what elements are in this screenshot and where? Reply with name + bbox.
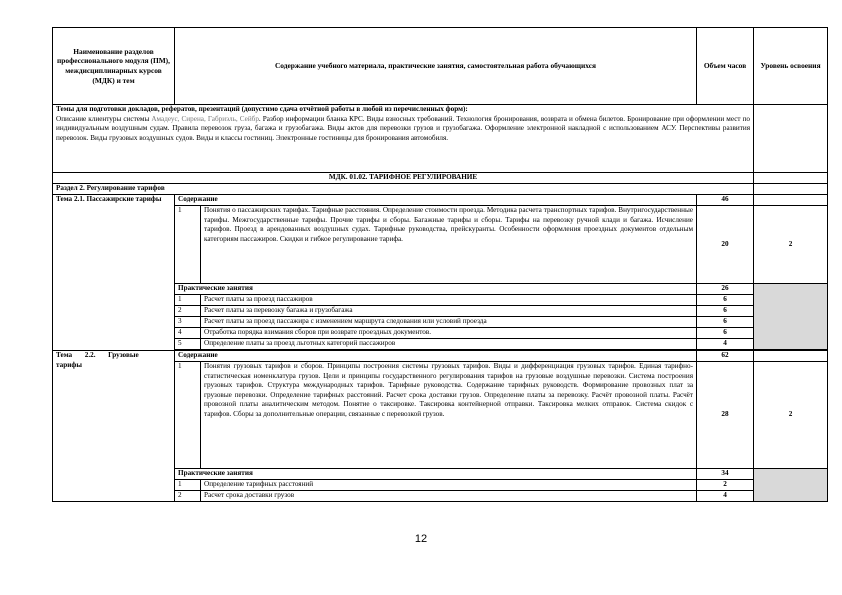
practice-num: 2 [175, 491, 201, 502]
topic1-content-row [53, 195, 828, 206]
practice-num: 3 [175, 317, 201, 328]
topic2-practice-label: Практические занятия [175, 469, 697, 480]
topic1-content-hours: 46 [697, 195, 754, 206]
page-number: 12 [414, 533, 428, 545]
section-level-cell [754, 184, 828, 195]
topic1-practice-label: Практические занятия [175, 284, 697, 295]
topic1-item-text: Понятия о пассажирских тарифах. Тарифные расстояния. Определение стоимости проезда. Методика расчета транспортных тарифов. Внутригосударственные тарифы. Межгосударственные тарифы. Прочие тарифы и сборы. Багажные тарифы и сборы. Тарифы на перевозку ручной клади и багажа. Исчисление тарифов. Проезд в арендованных воздушных судах. Тарифные руководства, прейскуранты. Особенности оформления проездных документов отдельным категориям пассажиров. Скидки и гибкое регулирование тарифа. [201, 206, 697, 284]
topic2-gray-cell [754, 469, 828, 502]
practice-num: 5 [175, 339, 201, 350]
table-header-row [53, 28, 828, 105]
curriculum-table [52, 27, 828, 502]
topic2-item-hours: 28 [697, 362, 754, 469]
topic1-content-label: Содержание [175, 195, 697, 206]
topic1-gray-cell [754, 284, 828, 350]
practice-num: 2 [175, 306, 201, 317]
topic1-name: Тема 2.1. Пассажирские тарифы [53, 195, 175, 351]
section-row [53, 184, 828, 195]
section-title: Раздел 2. Регулирование тарифов [53, 184, 754, 195]
topic2-name [53, 351, 175, 502]
topic2-content-label: Содержание [175, 351, 697, 362]
topic2-item-num: 1 [175, 362, 201, 469]
topics-text-rest: . Разбор информации бланка КРС. Виды взносных требований. Технология бронирования, возврата и обмена билетов. Бронирование при оформлении мест по индивидуальным воздушным судам. Правила перевозок груза, багажа и грузобагажа. Виды актов для перевозки грузов и грузобагажа. Оформление электронной накладной с использованием АСУ. Перспективы развития перевозок. Виды грузовых воздушных судов. Виды и классы гостиниц. Электронные гостиницы для бронирования автомобиля. [56, 114, 751, 142]
header-hours: Объем часов [697, 28, 754, 105]
practice-text: Расчет платы за проезд пассажиров [201, 295, 697, 306]
topics-level-cell [754, 105, 828, 173]
topic1-level: 2 [754, 206, 828, 284]
topic2-content-hours: 62 [697, 351, 754, 362]
practice-text: Определение тарифных расстояний [201, 480, 697, 491]
topic1-practice-hours: 26 [697, 284, 754, 295]
practice-num: 1 [175, 480, 201, 491]
topics-text-start: Описание клиентуры системы [56, 114, 152, 123]
practice-text: Расчет платы за проезд пассажира с изменением маршрута следования или условий проезда [201, 317, 697, 328]
practice-num: 4 [175, 328, 201, 339]
header-sections: Наименование разделов профессионального модуля (ПМ), междисциплинарных курсов (МДК) и тем [53, 28, 175, 105]
practice-hours: 4 [697, 339, 754, 350]
topics-block [53, 105, 754, 173]
practice-hours: 6 [697, 295, 754, 306]
practice-hours: 2 [697, 480, 754, 491]
topic2-name-line2: тарифы [56, 360, 82, 369]
practice-hours: 6 [697, 306, 754, 317]
systems-list: Амадеус, Сирена, Габриэль, Сейбр [151, 114, 259, 123]
practice-text: Расчет срока доставки грузов [201, 491, 697, 502]
header-level: Уровень освоения [754, 28, 828, 105]
topic1-level-top [754, 195, 828, 206]
practice-hours: 4 [697, 491, 754, 502]
practice-text: Определение платы за проезд льготных категорий пассажиров [201, 339, 697, 350]
topic1-item-hours: 20 [697, 206, 754, 284]
topic2-item-text: Понятия грузовых тарифов и сборов. Принципы построения системы грузовых тарифов. Виды и дифференциация грузовых тарифов. Единая тарифно-статистическая номенклатура грузов. Цели и принципы государственного регулирования тарифов на грузовые воздушные перевозки. Система построения грузовых тарифов. Структура международных тарифов. Тарифные руководства. Содержание тарифных руководств. Формирование провозных плат за грузовые перевозки. Определение тарифных расстояний. Расчет срока доставки грузов. Определение платы за перевозку. Расчёт провозной платы. Расчёт провозной платы аналитическим методом. Понятие о таксировке. Таксировка контейнерной отправки. Таксировка мелких отправок. Система скидок с тарифов. Сборы за дополнительные операции, связанные с перевозкой грузов. [201, 362, 697, 469]
practice-num: 1 [175, 295, 201, 306]
topic2-content-row [53, 351, 828, 362]
practice-hours: 6 [697, 317, 754, 328]
topic2-level: 2 [754, 362, 828, 469]
topics-title: Темы для подготовки докладов, рефератов, презентаций (допустимо сдача отчётной работы в любой из перечисленных форм): [56, 105, 468, 113]
header-content: Содержание учебного материала, практические занятия, самостоятельная работа обучающихся [175, 28, 697, 105]
mdk-level-cell [754, 173, 828, 184]
topic2-practice-hours: 34 [697, 469, 754, 480]
mdk-title-row [53, 173, 828, 184]
practice-text: Отработка порядка взимания сборов при возврате проездных документов. [201, 328, 697, 339]
topic2-level-top [754, 351, 828, 362]
practice-text: Расчет платы за перевозку багажа и грузобагажа [201, 306, 697, 317]
practice-hours: 6 [697, 328, 754, 339]
topic2-name-line1: Тема 2.2. Грузовые [56, 351, 139, 359]
mdk-title: МДК. 01.02. ТАРИФНОЕ РЕГУЛИРОВАНИЕ [53, 173, 754, 184]
topic1-item-num: 1 [175, 206, 201, 284]
topics-row [53, 105, 828, 173]
